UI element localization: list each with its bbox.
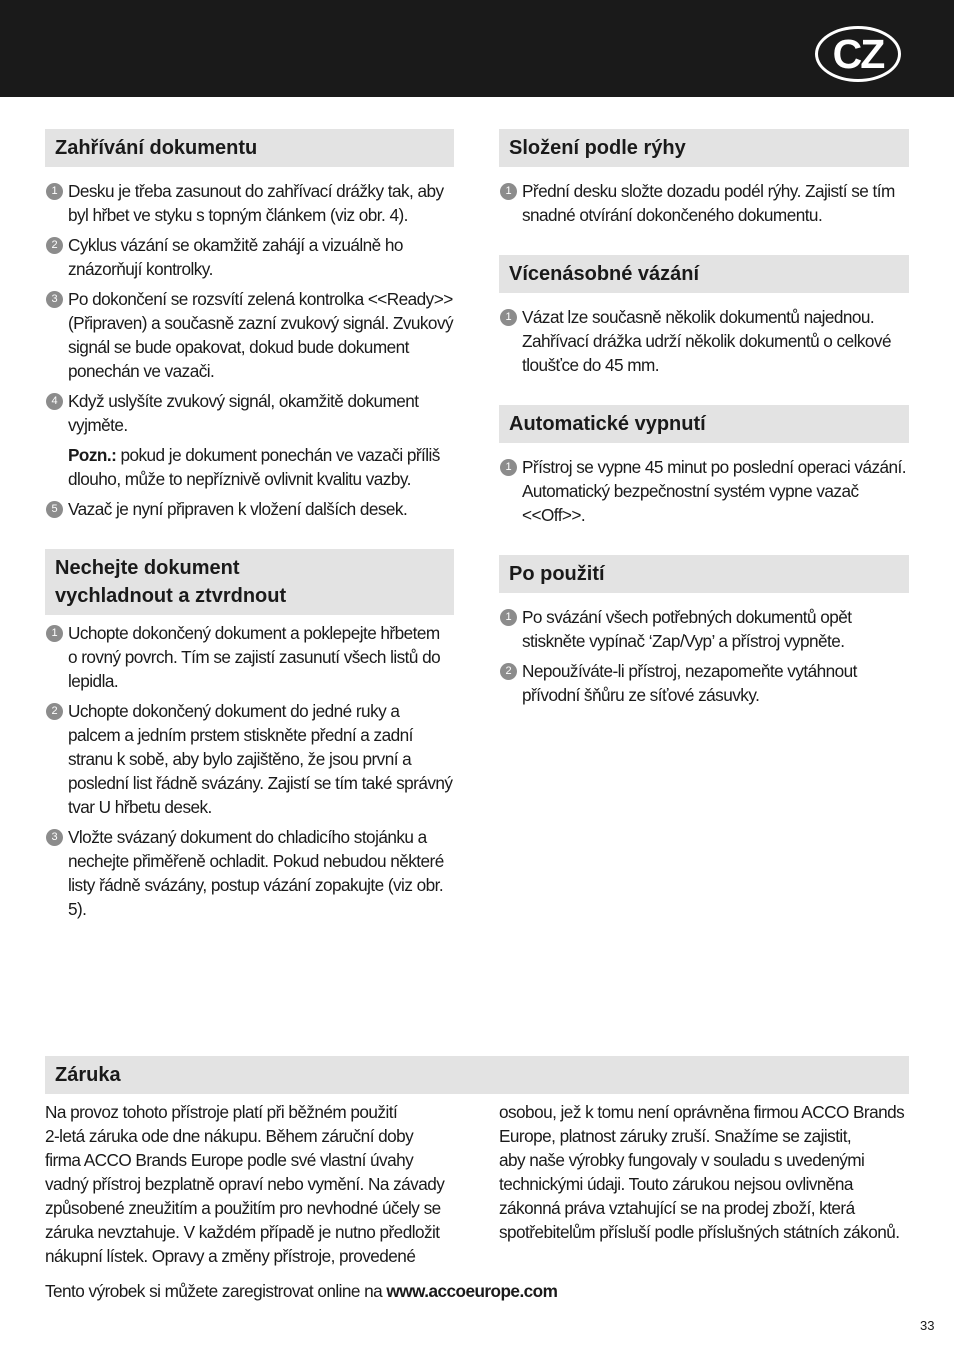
text-line: znázorňují kontrolky.: [68, 259, 213, 279]
text-line: Přední desku složte dozadu podél rýhy. Zajistí se tím: [522, 181, 895, 201]
text-line: Vložte svázaný dokument do chladicího stojánku a: [68, 827, 427, 847]
note-text: dlouho, může to nepříznivě ovlivnit kvalitu vazby.: [68, 469, 411, 489]
section-multiple-binding: [499, 255, 909, 377]
step-number-icon: 5: [46, 501, 63, 518]
text-line: způsobené zneužitím a použitím pro nevhodné účely se: [45, 1198, 441, 1218]
text-line: vyjměte.: [68, 415, 128, 435]
text-line: 2-letá záruka ode dne nákupu. Během záruční doby: [45, 1126, 414, 1146]
step-number-icon: 1: [500, 309, 517, 326]
list-item: [499, 659, 909, 707]
list-item: [45, 825, 454, 921]
text-line: <<Off>>.: [522, 505, 586, 525]
text-line: vadný přístroj bezplatně opraví nebo vymění. Na závady: [45, 1174, 445, 1194]
step-number-icon: 1: [46, 625, 63, 642]
right-column: [499, 129, 909, 707]
step-number-icon: 4: [46, 393, 63, 410]
register-link[interactable]: www.accoeurope.com: [386, 1281, 558, 1301]
text-line: osobou, jež k tomu není oprávněna firmou ACCO Brands: [499, 1102, 905, 1122]
text-line: stranu k sobě, aby bylo zajištěno, že jsou první a: [68, 749, 412, 769]
text-line: záruka nevztahuje. V každém případě je nutno předložit: [45, 1222, 440, 1242]
text-line: Cyklus vázání se okamžitě zahájí a vizuálně ho: [68, 235, 403, 255]
text-line: (Připraven) a současně zazní zvukový signál. Zvukový: [68, 313, 454, 333]
language-badge: CZ: [815, 26, 901, 82]
list-item: [45, 233, 454, 281]
text-line: Uchopte dokončený dokument do jedné ruky a: [68, 701, 400, 721]
section-title: [45, 549, 454, 615]
text-line: aby naše výrobky fungovaly v souladu s uvedenými: [499, 1150, 865, 1170]
step-number-icon: 1: [500, 459, 517, 476]
list-item: [499, 455, 909, 527]
warranty-title: Záruka: [45, 1056, 909, 1094]
section-title: Zahřívání dokumentu: [45, 129, 454, 167]
text-line: Na provoz tohoto přístroje platí při běžném použití: [45, 1102, 398, 1122]
step-number-icon: 1: [500, 609, 517, 626]
list-item: [45, 287, 454, 383]
text-line: listy řádně svázány, postup vázání zopakujte (viz obr.: [68, 875, 444, 895]
list-item: [45, 497, 454, 521]
text-line: Vázat lze současně několik dokumentů najednou.: [522, 307, 875, 327]
text-line: přívodní šňůru ze síťové zásuvky.: [522, 685, 760, 705]
section-title: Vícenásobné vázání: [499, 255, 909, 293]
step-number-icon: 3: [46, 291, 63, 308]
text-line: Uchopte dokončený dokument a poklepejte hřbetem: [68, 623, 440, 643]
section-cooling: [45, 549, 454, 921]
title-line: Nechejte dokument: [55, 557, 240, 579]
text-line: firma ACCO Brands Europe podle své vlastní úvahy: [45, 1150, 414, 1170]
step-number-icon: 2: [500, 663, 517, 680]
step-number-icon: 1: [46, 183, 63, 200]
list-item: [45, 179, 454, 227]
text-line: Nepoužíváte-li přístroj, nezapomeňte vytáhnout: [522, 661, 857, 681]
text-line: Zahřívací drážka udrží několik dokumentů o celkové: [522, 331, 891, 351]
page-number: 33: [920, 1318, 935, 1333]
text-line: poslední list řádně svázány. Zajistí se tím také správný: [68, 773, 453, 793]
text-line: 5).: [68, 899, 87, 919]
text-line: nechejte přiměřeně ochladit. Pokud nebudou některé: [68, 851, 444, 871]
text-line: lepidla.: [68, 671, 119, 691]
warranty-text-left: [45, 1100, 465, 1268]
register-label: Tento výrobek si můžete zaregistrovat online na: [45, 1281, 387, 1301]
step-number-icon: 3: [46, 829, 63, 846]
text-line: Po dokončení se rozsvítí zelená kontrolka <<Ready>>: [68, 289, 453, 309]
text-line: Vazač je nyní připraven k vložení dalších desek.: [68, 499, 408, 519]
text-line: tvar U hřbetu desek.: [68, 797, 212, 817]
text-line: zákonná práva vztahující se na prodej zboží, která: [499, 1198, 855, 1218]
list-item: [45, 389, 454, 437]
text-line: Automatický bezpečnostní systém vypne vazač: [522, 481, 859, 501]
header-bar: [0, 0, 954, 97]
text-line: technickými údaji. Touto zárukou nejsou ovlivněna: [499, 1174, 853, 1194]
note-label: Pozn.:: [68, 445, 117, 465]
text-line: Když uslyšíte zvukový signál, okamžitě dokument: [68, 391, 419, 411]
list-item: [499, 305, 909, 377]
text-line: stiskněte vypínač ‘Zap/Vyp’ a přístroj vypněte.: [522, 631, 845, 651]
register-text: [45, 1279, 557, 1303]
note-text: pokud je dokument ponechán ve vazači příliš: [116, 445, 440, 465]
list-item: [499, 179, 909, 227]
section-heating: [45, 129, 454, 521]
text-line: spotřebitelům přísluší podle příslušných státních zákonů.: [499, 1222, 900, 1242]
section-title: Složení podle rýhy: [499, 129, 909, 167]
text-line: snadné otvírání dokončeného dokumentu.: [522, 205, 823, 225]
text-line: Europe, platnost záruky zruší. Snažíme se zajistit,: [499, 1126, 852, 1146]
text-line: tloušťce do 45 mm.: [522, 355, 659, 375]
text-line: o rovný povrch. Tím se zajistí zasunutí všech listů do: [68, 647, 441, 667]
left-column: [45, 129, 454, 921]
section-title: Po použití: [499, 555, 909, 593]
title-line: vychladnout a ztvrdnout: [55, 585, 287, 607]
note: [45, 443, 454, 491]
section-auto-off: [499, 405, 909, 527]
list-item: [499, 605, 909, 653]
step-number-icon: 1: [500, 183, 517, 200]
text-line: Desku je třeba zasunout do zahřívací drážky tak, aby: [68, 181, 444, 201]
text-line: palcem a jedním prstem stiskněte přední a zadní: [68, 725, 413, 745]
section-folding: [499, 129, 909, 227]
text-line: Přístroj se vypne 45 minut po poslední operaci vázání.: [522, 457, 906, 477]
step-number-icon: 2: [46, 703, 63, 720]
text-line: byl hřbet ve styku s topným článkem (viz obr. 4).: [68, 205, 408, 225]
text-line: Po svázání všech potřebných dokumentů opět: [522, 607, 852, 627]
text-line: signál se bude opakovat, dokud bude dokument: [68, 337, 409, 357]
list-item: [45, 621, 454, 693]
section-title: Automatické vypnutí: [499, 405, 909, 443]
text-line: nákupní lístek. Opravy a změny přístroje, provedené: [45, 1246, 416, 1266]
step-number-icon: 2: [46, 237, 63, 254]
warranty-text-right: [499, 1100, 919, 1244]
text-line: ponechán ve vazači.: [68, 361, 215, 381]
section-after-use: [499, 555, 909, 707]
list-item: [45, 699, 454, 819]
